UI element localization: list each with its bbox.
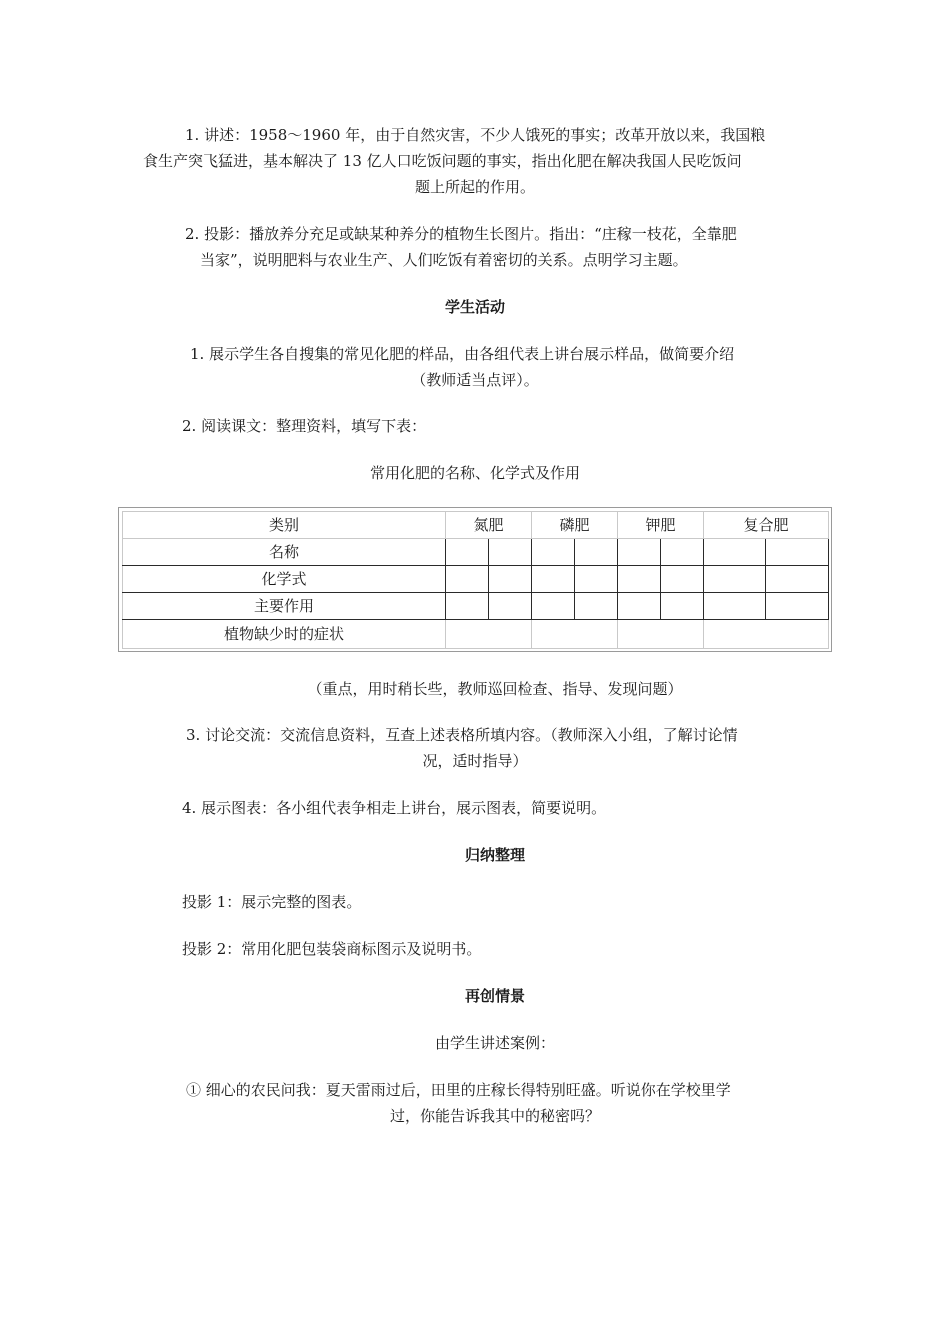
table-note: （重点，用时稍长些，教师巡回检查、指导、发现问题）: [307, 680, 683, 698]
intro-paragraph-2-line-2: 当家”，说明肥料与农业生产、人们吃饭有着密切的关系。点明学习主题。: [200, 251, 688, 269]
table-cell: [575, 593, 618, 620]
table-cell: [766, 593, 829, 620]
table-cell: [446, 566, 489, 593]
table-cell: [532, 566, 575, 593]
intro-paragraph-1-line-2: 食生产突飞猛进，基本解决了 13 亿人口吃饭问题的事实，指出化肥在解决我国人民吃饭问: [143, 152, 742, 170]
activity-step-1-line-1: 1. 展示学生各自搜集的常见化肥的样品，由各组代表上讲台展示样品，做简要介绍: [190, 345, 735, 363]
table-row: [123, 539, 829, 566]
table-row: [123, 620, 829, 649]
summary-projection-2: 投影 2：常用化肥包装袋商标图示及说明书。: [182, 940, 482, 958]
table-cell: [704, 539, 766, 566]
header-nitrogen-fertilizer: 氮肥: [446, 512, 532, 539]
fertilizer-table-frame: [118, 507, 832, 652]
heading-recreate-scenario: 再创情景: [464, 987, 525, 1005]
table-cell: [532, 620, 618, 649]
row-label-name: 名称: [123, 539, 446, 566]
heading-summary: 归纳整理: [464, 846, 525, 864]
recreate-intro: 由学生讲述案例：: [434, 1034, 555, 1052]
row-label-deficiency-symptoms: 植物缺少时的症状: [123, 620, 446, 649]
table-cell: [532, 593, 575, 620]
intro-paragraph-1-line-1: 1. 讲述：1958～1960 年，由于自然灾害，不少人饿死的事实；改革开放以来，我国粮: [185, 126, 766, 144]
table-cell: [661, 593, 704, 620]
fertilizer-table: [122, 511, 829, 649]
table-cell: [618, 593, 661, 620]
table-row: [123, 593, 829, 620]
table-cell: [661, 566, 704, 593]
table-cell: [661, 539, 704, 566]
table-cell: [446, 620, 532, 649]
table-cell: [704, 620, 829, 649]
case-1-line-2: 过，你能告诉我其中的秘密吗？: [389, 1107, 600, 1125]
activity-step-4: 4. 展示图表：各小组代表争相走上讲台，展示图表，简要说明。: [182, 799, 607, 817]
intro-paragraph-1-line-3: 题上所起的作用。: [414, 178, 535, 196]
activity-step-3-line-1: 3. 讨论交流：交流信息资料，互查上述表格所填内容。（教师深入小组，了解讨论情: [186, 726, 738, 744]
table-cell: [446, 539, 489, 566]
table-cell: [489, 566, 532, 593]
table-cell: [575, 566, 618, 593]
table-header-row: [123, 512, 829, 539]
table-cell: [489, 593, 532, 620]
table-cell: [618, 566, 661, 593]
table-cell: [704, 593, 766, 620]
header-compound-fertilizer: 复合肥: [704, 512, 829, 539]
activity-step-1-line-2: （教师适当点评）。: [411, 371, 539, 389]
intro-paragraph-2-line-1: 2. 投影：播放养分充足或缺某种养分的植物生长图片。指出：“庄稼一枝花，全靠肥: [185, 225, 737, 243]
row-label-main-function: 主要作用: [123, 593, 446, 620]
table-cell: [446, 593, 489, 620]
table-cell: [532, 539, 575, 566]
heading-student-activity: 学生活动: [444, 298, 505, 316]
activity-step-2: 2. 阅读课文：整理资料，填写下表：: [182, 417, 427, 435]
table-cell: [704, 566, 766, 593]
activity-step-3-line-2: 况，适时指导）: [422, 752, 528, 770]
table-cell: [618, 539, 661, 566]
summary-projection-1: 投影 1：展示完整的图表。: [182, 893, 362, 911]
header-category: 类别: [123, 512, 446, 539]
header-phosphate-fertilizer: 磷肥: [532, 512, 618, 539]
header-potash-fertilizer: 钾肥: [618, 512, 704, 539]
case-1-line-1: ① 细心的农民问我：夏天雷雨过后，田里的庄稼长得特别旺盛。听说你在学校里学: [186, 1081, 731, 1099]
table-cell: [575, 539, 618, 566]
row-label-formula: 化学式: [123, 566, 446, 593]
table-row: [123, 566, 829, 593]
table-cell: [766, 539, 829, 566]
table-cell: [489, 539, 532, 566]
table-cell: [766, 566, 829, 593]
table-caption: 常用化肥的名称、化学式及作用: [369, 464, 580, 482]
table-cell: [618, 620, 704, 649]
